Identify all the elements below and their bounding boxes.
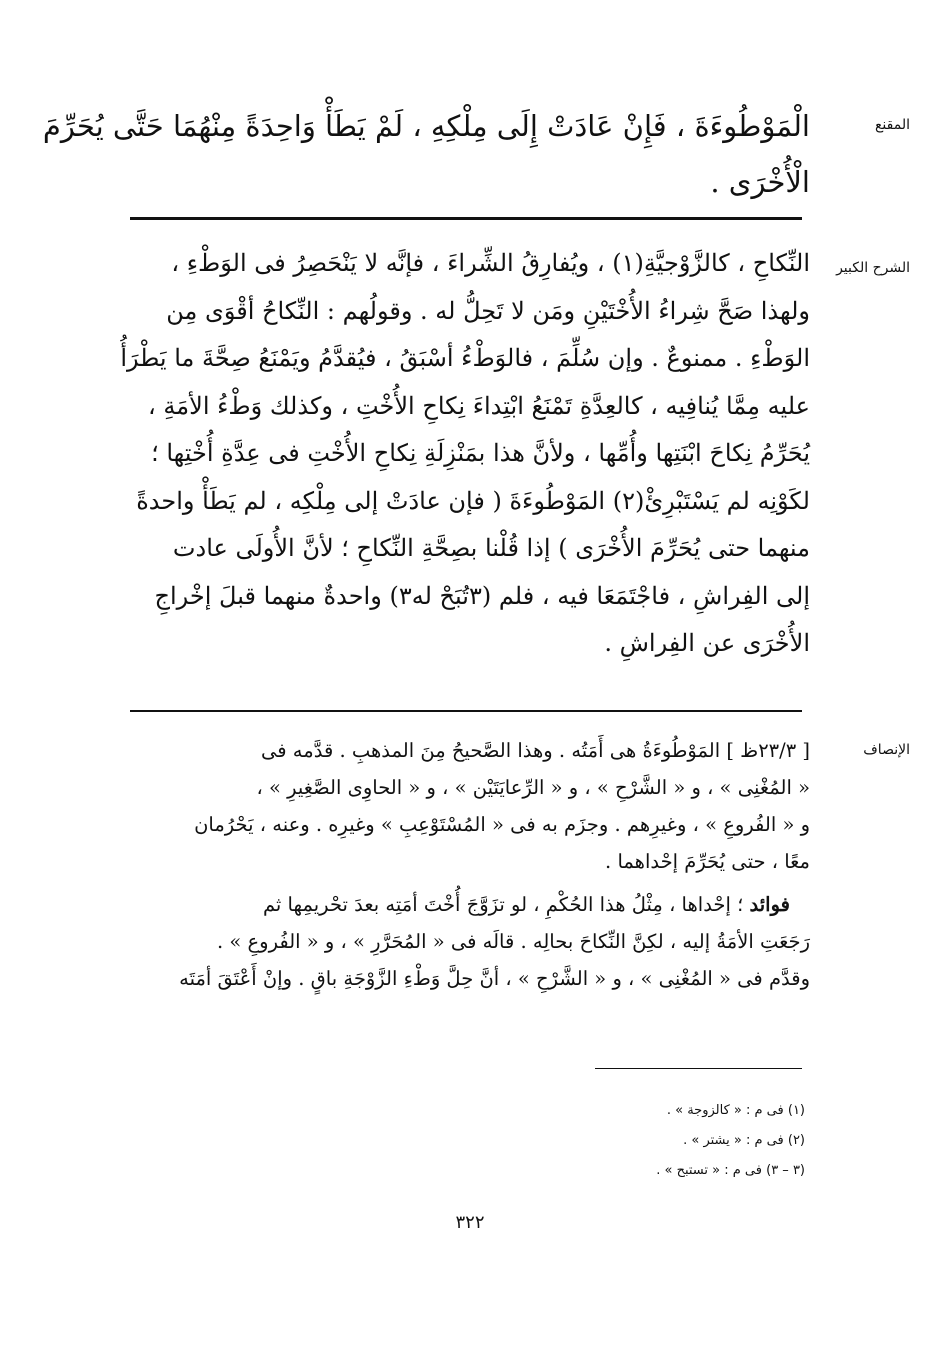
muqni-line: الْمَوْطُوءَةَ ، فَإِنْ عَادَتْ إِلَى مِلْكِهِ ، لَمْ يَطَأْ وَاحِدَةً مِنْهُمَا حَتَّى يُحَرِّمَ <box>42 109 810 143</box>
section-divider-thick <box>130 217 802 220</box>
sharh-line: منهما حتى يُحَرِّمَ الأُخْرَى ) إذا قُلْنا بصِحَّةِ النِّكاحِ ؛ لأنَّ الأُولَى عادت <box>172 534 810 562</box>
footnote-divider <box>595 1068 802 1069</box>
insaf-line: معًا ، حتى يُحَرِّمَ إحْداهما . <box>605 850 810 873</box>
sharh-line: الوَطْءِ . ممنوعٌ . وإن سُلِّمَ ، فالوَطْءُ أسْبَقُ ، فيُقدَّمُ ويَمْنَعُ صِحَّةَ ما يَطْرَأُ <box>120 344 810 372</box>
insaf-line: و « الفُروعِ » ، وغيرِهم . وجزَم به فى « المُسْتَوْعِبِ » وغيرِه . وعنه ، يَحْرُمان <box>194 813 810 836</box>
sharh-line: ولهذا صَحَّ شِراءُ الأُخْتَيْنِ ومَن لا تَحِلُّ له . وقولُهم : النِّكاحُ أقْوَى مِن <box>166 296 810 325</box>
insaf-line: رَجَعَتِ الأمَةُ إليه ، لكِنَّ النِّكاحَ بحالِه . قالَه فى « المُحَرَّرِ » ، و « الفُروعِ » . <box>217 930 810 953</box>
section-label-sharh: الشرح الكبير <box>836 260 910 276</box>
fawaid-heading: فوائد <box>749 893 790 916</box>
fawaid-text: ؛ إحْداها ، مِثْلُ هذا الحُكْمِ ، لو تزَوَّجَ أُخْتَ أمَتِه بعدَ تحْريمِها ثم <box>262 893 744 916</box>
sharh-line: عليه مِمَّا يُنافِيه ، كالعِدَّةِ تَمْنَعُ ابْتِداءَ نِكاحِ الأُخْتِ ، وكذلك وَطْءُ الأمَةِ ، <box>148 391 810 420</box>
sharh-line: إلى الفِراشِ ، فاجْتَمَعَا فيه ، فلم (٣تُبَحْ له٣) واحدةٌ منهما قبلَ إخْراجِ <box>154 581 810 610</box>
sharh-line: الأُخْرَى عن الفِراشِ . <box>604 629 810 657</box>
insaf-line: [ ٢٣/٣ظ ] المَوْطُوءَةُ هى أَمَتُه . وهذا الصَّحيحُ مِنَ المذهبِ . قدَّمه فى <box>261 739 810 762</box>
page-number: ٣٢٢ <box>455 1212 485 1233</box>
sharh-line: يُحَرِّمُ نِكاحَ ابْنَتِها وأُمِّها ، ولأنَّ هذا بمَنْزِلَةِ نِكاحِ الأُخْتِ فى عِدَّةِ أُخْتِها ؛ <box>151 439 810 467</box>
muqni-text <box>42 98 810 210</box>
muqni-line: الْأُخْرَى . <box>710 165 810 199</box>
insaf-line: وقدَّم فى « المُغْنِى » ، و « الشَّرْحِ » ، أنَّ حِلَّ وَطْءِ الزَّوْجَةِ باقٍ . وإنْ أَعْتَقَ أمَتَه <box>179 967 810 990</box>
insaf-line: « المُغْنِى » ، و « الشَّرْحِ » ، و « الرِّعايَتَيْن » ، و « الحاوِى الصَّغِيرِ » ، <box>256 776 810 799</box>
section-label-muqni: المقنع <box>874 117 910 133</box>
footnote: (١) فى م : « كالزوجة » . <box>666 1103 805 1118</box>
sharh-line: لكَوْنِه لم يَسْتَبْرِئْ(٢) المَوْطُوءَةَ ( فإن عادَتْ إلى مِلْكِه ، لم يَطَأْ واحدةً <box>136 486 810 515</box>
insaf-fawaid-line <box>130 886 810 923</box>
sharh-line: النِّكاحِ ، كالزَّوْجيَّةِ(١) ، ويُفارِقُ الشِّراءَ ، فإنَّه لا يَنْحَصِرُ فى الوَطْءِ ، <box>171 249 810 277</box>
insaf-text <box>130 732 810 997</box>
section-divider-thin <box>130 710 802 712</box>
footnotes <box>405 1096 805 1186</box>
sharh-text <box>120 240 810 668</box>
section-label-insaf: الإنصاف <box>863 742 910 758</box>
footnote: (٣ – ٣) فى م : « تستبح » . <box>656 1163 805 1178</box>
footnote: (٢) فى م : « يشتر » . <box>683 1133 805 1148</box>
